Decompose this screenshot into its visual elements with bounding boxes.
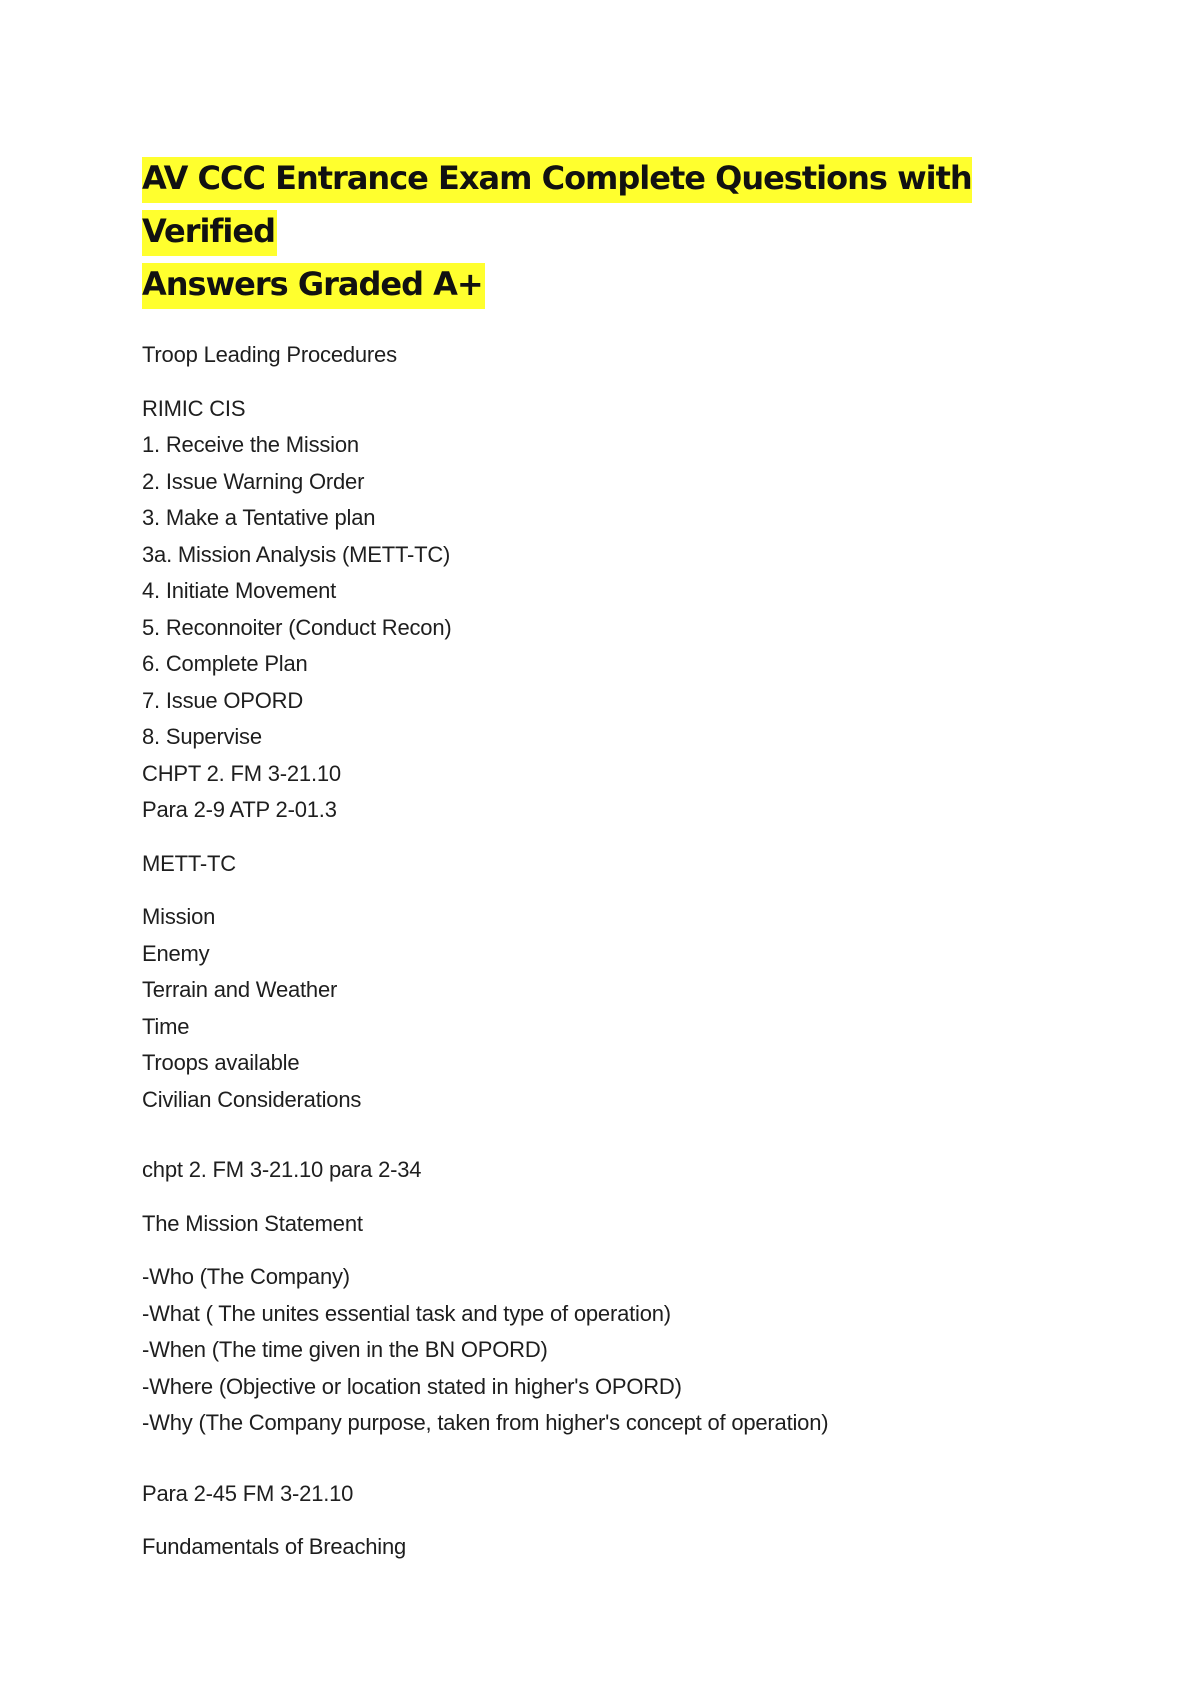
title-line-2: Answers Graded A+	[142, 263, 485, 309]
text-line: 6. Complete Plan	[142, 651, 308, 676]
text-line: -What ( The unites essential task and type of operation)	[142, 1300, 671, 1326]
text-line: CHPT 2. FM 3-21.10	[142, 760, 341, 786]
text-line: The Mission Statement	[142, 1210, 363, 1236]
text-line: METT-TC	[142, 850, 236, 876]
text-line: Troop Leading Procedures	[142, 342, 397, 367]
text-line: Enemy	[142, 940, 210, 966]
text-line: Terrain and Weather	[142, 977, 338, 1002]
text-line: chpt 2. FM 3-21.10 para 2-34	[142, 1157, 422, 1182]
text-line: Para 2-45 FM 3-21.10	[142, 1480, 354, 1506]
text-line: -Where (Objective or location stated in higher's OPORD)	[142, 1373, 682, 1399]
text-line: Time	[142, 1013, 190, 1039]
text-line: 5. Reconnoiter (Conduct Recon)	[142, 614, 452, 640]
text-line: RIMIC CIS	[142, 395, 246, 421]
text-line: 3a. Mission Analysis (METT-TC)	[142, 541, 451, 567]
document-page	[142, 152, 1062, 1566]
text-line: -Why (The Company purpose, taken from higher's concept of operation)	[142, 1410, 829, 1435]
text-line: 3. Make a Tentative plan	[142, 505, 376, 530]
text-line: 8. Supervise	[142, 724, 262, 749]
text-line: 1. Receive the Mission	[142, 432, 359, 457]
text-line: -When (The time given in the BN OPORD)	[142, 1337, 548, 1362]
text-line: 2. Issue Warning Order	[142, 468, 365, 494]
text-line: Civilian Considerations	[142, 1086, 362, 1112]
text-line: 4. Initiate Movement	[142, 578, 337, 603]
title-line-1: AV CCC Entrance Exam Complete Questions with Verified	[142, 157, 972, 256]
text-line: Para 2-9 ATP 2-01.3	[142, 797, 337, 822]
text-line: -Who (The Company)	[142, 1264, 350, 1289]
document-title	[142, 152, 1062, 311]
text-line: Fundamentals of Breaching	[142, 1534, 407, 1559]
text-line: 7. Issue OPORD	[142, 687, 304, 713]
text-line: Mission	[142, 904, 216, 929]
text-line: Troops available	[142, 1050, 300, 1075]
